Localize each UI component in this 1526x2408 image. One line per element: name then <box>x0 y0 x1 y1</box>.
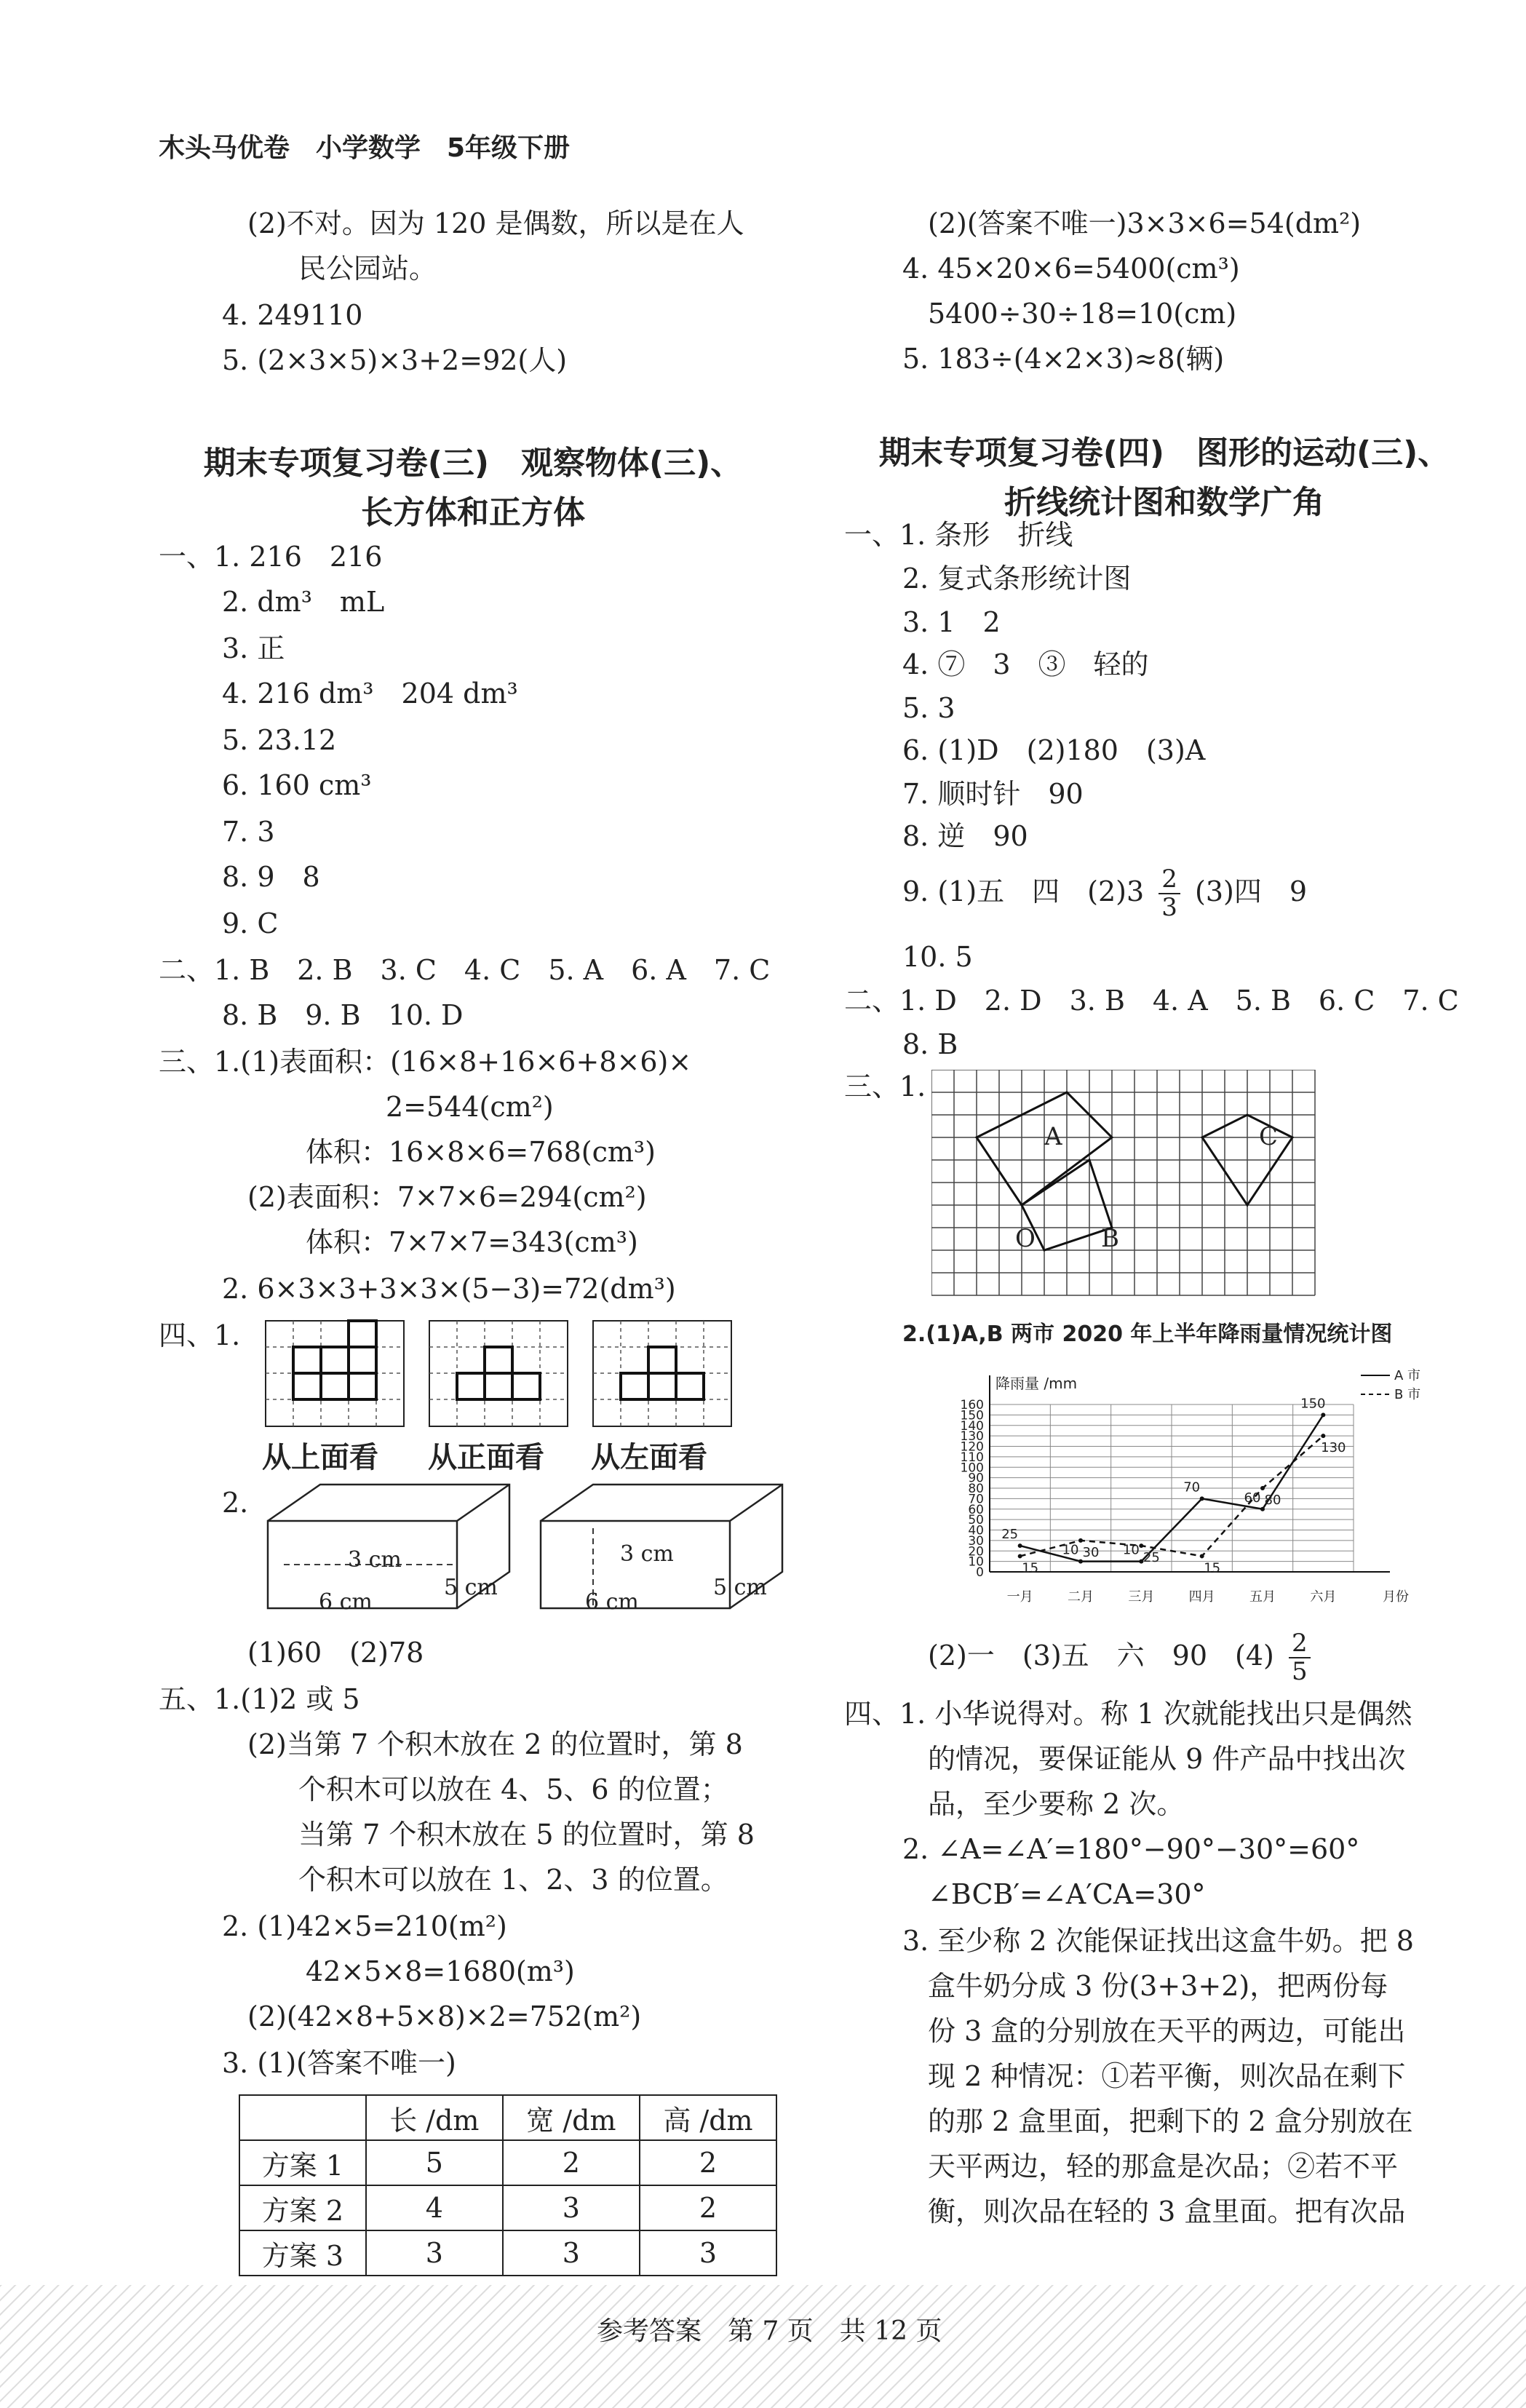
shape-label: O <box>1015 1224 1036 1253</box>
y-tick-label: 140 <box>960 1418 984 1434</box>
section-title: 期末专项复习卷(三) 观察物体(三)、 <box>203 445 743 482</box>
y-tick-label: 80 <box>968 1482 984 1496</box>
table-cell: 3 <box>503 2185 640 2230</box>
fraction-denominator: 5 <box>1291 1657 1308 1687</box>
y-tick-label: 20 <box>968 1544 984 1559</box>
y-tick-label: 50 <box>968 1513 984 1528</box>
data-label: 130 <box>1321 1440 1346 1456</box>
answer-line <box>928 1630 1316 1686</box>
answer-line: 8. B 9. B 10. D <box>222 999 464 1031</box>
text-line: 4. 249110 <box>222 299 363 331</box>
answer-line: 天平两边，轻的那盒是次品；②若不平 <box>928 2150 1399 2182</box>
table-header: 宽 /dm <box>503 2095 640 2140</box>
answer-line: 三、1.(1)表面积：(16×8+16×6+8×6)× <box>159 1046 692 1078</box>
x-tick-label: 四月 <box>1188 1589 1215 1605</box>
answer-line: 2. <box>222 1487 249 1519</box>
x-tick-label: 六月 <box>1310 1589 1337 1605</box>
answer-line: 的情况，要保证能从 9 件产品中找出次 <box>928 1743 1406 1775</box>
answer-line: 份 3 盒的分别放在天平的两边，可能出 <box>928 2015 1406 2047</box>
table-cell: 3 <box>503 2230 640 2276</box>
answer-line: ∠BCB′=∠A′CA=30° <box>928 1878 1206 1910</box>
fraction <box>1159 866 1180 922</box>
answer-line: 一、1. 条形 折线 <box>844 519 1073 551</box>
table-cell: 3 <box>366 2230 503 2276</box>
data-point <box>1018 1554 1022 1558</box>
answer-line: 6. 160 cm³ <box>222 769 372 801</box>
box-width-label: 5 cm <box>444 1575 498 1600</box>
x-tick-label: 二月 <box>1068 1589 1094 1605</box>
table-cell: 4 <box>366 2185 503 2230</box>
shape-label: C <box>1259 1122 1279 1151</box>
box-length-label: 6 cm <box>319 1589 373 1615</box>
table-header <box>239 2095 366 2140</box>
y-tick-label: 60 <box>968 1502 984 1517</box>
y-tick-label: 120 <box>960 1439 984 1455</box>
answer-line: (2)(42×8+5×8)×2=752(m²) <box>247 2000 642 2033</box>
section-title: 长方体和正方体 <box>361 494 585 531</box>
answer-line: 5. 23.12 <box>222 724 337 756</box>
answer-line: 个积木可以放在 1、2、3 的位置。 <box>298 1864 728 1896</box>
answer-line: 三、1. <box>844 1070 926 1102</box>
answer-line: 体积：16×8×6=768(cm³) <box>306 1136 656 1168</box>
answer-line: 2. (1)42×5=210(m²) <box>222 1910 507 1942</box>
fraction-denominator: 3 <box>1161 893 1177 923</box>
table-row <box>239 2230 776 2276</box>
box-width-label: 5 cm <box>713 1575 767 1600</box>
answer-line: 体积：7×7×7=343(cm³) <box>306 1226 638 1258</box>
y-tick-label: 110 <box>960 1450 984 1465</box>
data-point <box>1139 1543 1143 1548</box>
rotation-grid-figure <box>931 1070 1324 1303</box>
data-point <box>1321 1434 1325 1438</box>
shape-label: A <box>1044 1122 1062 1151</box>
y-axis-label: 降雨量 /mm <box>996 1375 1078 1392</box>
rainfall-line-chart <box>931 1368 1441 1616</box>
y-tick-label: 160 <box>960 1398 984 1412</box>
data-label: 10 <box>1062 1542 1079 1558</box>
answer-line: 3. 正 <box>222 632 285 664</box>
table-header: 高 /dm <box>640 2095 776 2140</box>
data-label: 25 <box>1142 1550 1160 1566</box>
data-label: 150 <box>1300 1396 1326 1412</box>
x-tick-label: 三月 <box>1128 1589 1155 1605</box>
data-label: 60 <box>1244 1490 1261 1506</box>
shape-label: B <box>1101 1224 1119 1253</box>
x-tick-label: 五月 <box>1249 1589 1276 1605</box>
fraction-numerator: 2 <box>1159 866 1180 894</box>
table-cell: 方案 3 <box>239 2230 366 2276</box>
answer-line: 五、1.(1)2 或 5 <box>159 1683 360 1715</box>
answer-line: 2. 复式条形统计图 <box>902 563 1132 595</box>
box-height-label: 3 cm <box>620 1541 674 1567</box>
x-axis-label: 月份 <box>1383 1589 1409 1605</box>
table-header: 长 /dm <box>366 2095 503 2140</box>
table-row <box>239 2140 776 2185</box>
answer-line: 4. 216 dm³ 204 dm³ <box>222 678 518 710</box>
table-cell: 方案 2 <box>239 2185 366 2230</box>
view-top-grid <box>266 1321 404 1426</box>
x-tick-label: 一月 <box>1006 1589 1033 1605</box>
answer-line: 5. 3 <box>902 692 955 724</box>
answer-line: 2. dm³ mL <box>222 586 385 618</box>
answer-line: 3. (1)(答案不唯一) <box>222 2047 456 2079</box>
answer-line: 4. ⑦ 3 ③ 轻的 <box>902 648 1149 680</box>
data-label: 70 <box>1183 1479 1201 1495</box>
y-tick-label: 130 <box>960 1429 984 1445</box>
answer-line: 7. 顺时针 90 <box>902 778 1084 810</box>
answer-line: 3. 至少称 2 次能保证找出这盒牛奶。把 8 <box>902 1925 1414 1957</box>
data-label: 15 <box>1204 1560 1221 1576</box>
text-line: 4. 45×20×6=5400(cm³) <box>902 253 1240 285</box>
y-tick-label: 70 <box>968 1492 984 1507</box>
page-header: 木头马优卷 小学数学 5年级下册 <box>159 133 571 163</box>
text-line: (2)(答案不唯一)3×3×6=54(dm²) <box>928 207 1362 239</box>
answer-line: 二、1. D 2. D 3. B 4. A 5. B 6. C 7. C <box>844 985 1459 1017</box>
answer-line: 6. (1)D (2)180 (3)A <box>902 734 1206 766</box>
table-cell: 3 <box>640 2230 776 2276</box>
answer-line: 当第 7 个积木放在 5 的位置时，第 8 <box>298 1819 755 1851</box>
answer-line: 8. 逆 90 <box>902 820 1028 852</box>
text-line: 5. 183÷(4×2×3)≈8(辆) <box>902 343 1225 375</box>
y-tick-label: 30 <box>968 1533 984 1549</box>
table-row <box>239 2185 776 2230</box>
answer-line: 2. 6×3×3+3×3×(5−3)=72(dm³) <box>222 1273 676 1305</box>
legend-label: B 市 <box>1394 1387 1421 1402</box>
y-tick-label: 40 <box>968 1523 984 1538</box>
text-line: (2)不对。因为 120 是偶数，所以是在人 <box>247 207 744 239</box>
view-top-label: 从上面看 <box>262 1441 378 1474</box>
section-title: 期末专项复习卷(四) 图形的运动(三)、 <box>878 434 1450 472</box>
data-label: 80 <box>1264 1493 1281 1508</box>
text-line: 民公园站。 <box>298 253 437 285</box>
answer-line: 7. 3 <box>222 816 275 848</box>
answer-line <box>902 866 1307 922</box>
data-label: 15 <box>1022 1560 1039 1576</box>
chart-caption: 2.(1)A,B 两市 2020 年上半年降雨量情况统计图 <box>902 1322 1393 1347</box>
answer-line: 的那 2 盒里面，把剩下的 2 盒分别放在 <box>928 2105 1413 2137</box>
answer-text: 9. (1)五 四 (2)3 <box>902 875 1145 907</box>
section-title: 折线统计图和数学广角 <box>1004 484 1324 521</box>
data-point <box>1321 1412 1325 1417</box>
answer-line: 9. C <box>222 907 279 939</box>
table-header-row <box>239 2095 776 2140</box>
view-left-grid <box>593 1321 731 1426</box>
answer-line: 四、1. <box>159 1319 241 1351</box>
view-left-label: 从左面看 <box>591 1441 707 1474</box>
answer-line: 3. 1 2 <box>902 606 1001 638</box>
fraction <box>1289 1630 1311 1686</box>
text-line: 5. (2×3×5)×3+2=92(人) <box>222 344 568 376</box>
table-cell: 2 <box>640 2185 776 2230</box>
answer-line: 衡，则次品在轻的 3 盒里面。把有次品 <box>928 2196 1406 2228</box>
box-length-label: 6 cm <box>585 1589 639 1615</box>
data-label: 30 <box>1082 1544 1100 1560</box>
answer-line: 四、1. 小华说得对。称 1 次就能找出只是偶然 <box>844 1698 1412 1730</box>
data-point <box>1078 1538 1083 1543</box>
answer-line: 10. 5 <box>902 941 973 973</box>
page-footer: 参考答案 第 7 页 共 12 页 <box>597 2316 942 2346</box>
data-point <box>1018 1543 1022 1548</box>
table-cell: 5 <box>366 2140 503 2185</box>
view-front-grid <box>429 1321 568 1426</box>
data-label: 10 <box>1122 1542 1140 1558</box>
y-tick-label: 10 <box>968 1554 984 1570</box>
data-point <box>1260 1486 1265 1490</box>
answer-line: 8. B <box>902 1028 958 1060</box>
table-cell: 2 <box>640 2140 776 2185</box>
answer-line: 盒牛奶分成 3 份(3+3+2)，把两份每 <box>928 1970 1388 2002</box>
answer-text: (3)四 9 <box>1195 875 1308 907</box>
answer-text: (2)一 (3)五 六 90 (4) <box>928 1639 1274 1672</box>
y-tick-label: 0 <box>976 1565 984 1580</box>
answer-line: 现 2 种情况：①若平衡，则次品在剩下 <box>928 2060 1406 2092</box>
answer-line: 8. 9 8 <box>222 861 320 893</box>
answer-line: (2)当第 7 个积木放在 2 的位置时，第 8 <box>247 1728 743 1760</box>
view-front-label: 从正面看 <box>428 1441 544 1474</box>
answer-line: 二、1. B 2. B 3. C 4. C 5. A 6. A 7. C <box>159 954 771 986</box>
answer-line: 个积木可以放在 4、5、6 的位置； <box>298 1773 728 1805</box>
data-point <box>1200 1554 1204 1558</box>
answer-line: (2)表面积：7×7×6=294(cm²) <box>247 1181 647 1213</box>
y-tick-label: 150 <box>960 1408 984 1423</box>
three-views-figure <box>262 1317 931 1434</box>
answer-line: 42×5×8=1680(m³) <box>306 1955 575 1987</box>
table-cell: 2 <box>503 2140 640 2185</box>
answer-line: 2. ∠A=∠A′=180°−90°−30°=60° <box>902 1833 1360 1865</box>
y-tick-label: 90 <box>968 1471 984 1486</box>
fraction-numerator: 2 <box>1289 1630 1311 1658</box>
table-cell: 方案 1 <box>239 2140 366 2185</box>
answer-line: 一、1. 216 216 <box>159 541 383 573</box>
answer-line: 品，至少要称 2 次。 <box>928 1788 1185 1820</box>
box-height-label: 3 cm <box>348 1547 402 1573</box>
answer-line: 2=544(cm²) <box>386 1091 554 1123</box>
answer-line: (1)60 (2)78 <box>247 1637 424 1669</box>
data-point <box>1200 1496 1204 1501</box>
legend-label: A 市 <box>1394 1368 1421 1383</box>
text-line: 5400÷30÷18=10(cm) <box>928 298 1237 330</box>
data-label: 25 <box>1001 1527 1019 1543</box>
y-tick-label: 100 <box>960 1461 984 1476</box>
plan-table <box>239 2094 777 2276</box>
